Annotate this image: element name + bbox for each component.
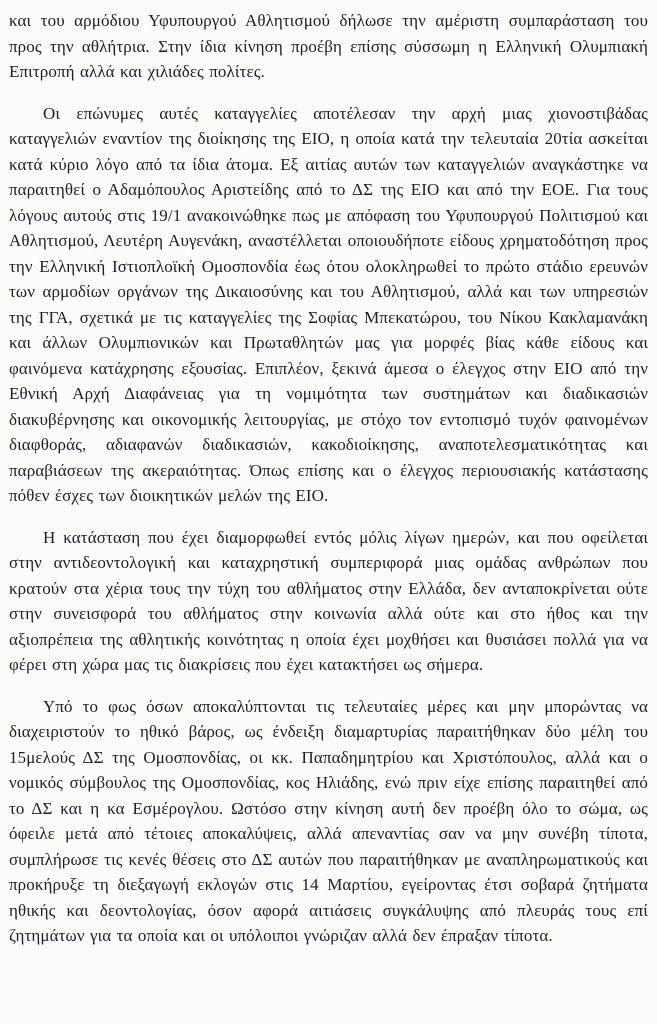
paragraph-continuation: και του αρμόδιου Υφυπουργού Αθλητισμού δήλωσε την αμέριστη συμπαράσταση του προς την αθλήτρια. Στην ίδια κίνηση προέβη επίσης σύσσωμη η Ελληνική Ολυμπιακή Επιτροπή αλλά και χιλιάδες πολίτες. <box>9 11 648 81</box>
paragraph: Η κατάσταση που έχει διαμορφωθεί εντός μόλις λίγων ημερών, και που οφείλεται στην αντιδεοντολογική και καταχρηστική συμπεριφορά μιας ομάδας ανθρώπων που κρατούν στα χέρια τους την τύχη του αθλήματος στην Ελλάδα, δεν ανταποκρίνεται ούτε στην συνεισφορά του αθλήματος στην κοινωνία αλλά ούτε και στο ήθος και την αξιοπρέπεια της αθλητικής κοινότητας η οποία έχει μοχθήσει και θυσιάσει πολλά για να φέρει στη χώρα μας τις διακρίσεις που έχει κατακτήσει ως σήμερα. <box>9 527 648 674</box>
paragraph: Οι επώνυμες αυτές καταγγελίες αποτέλεσαν την αρχή μιας χιονοστιβάδας καταγγελιών εναντίον της διοίκησης της ΕΙΟ, η οποία κατά την τελευταία 20τία ασκείται κατά κύριο λόγο από τα ίδια άτομα. Εξ αιτίας αυτών των καταγγελιών αναγκάστηκε να παραιτηθεί ο Αδαμόπουλος Αριστείδης από το ΔΣ της ΕΙΟ και από την ΕΟΕ. Για τους λόγους αυτούς στις 19/1 ανακοινώθηκε πως με απόφαση του Υφυπουργού Πολιτισμού και Αθλητισμού, Λευτέρη Αυγενάκη, αναστέλλεται οποιουδήποτε είδους χρηματοδότηση προς την Ελληνική Ιστιοπλοϊκή Ομοσπονδία έως ότου ολοκληρωθεί το πρώτο στάδιο ερευνών των αρμοδίων οργάνων της Δικαιοσύνης και του Αθλητισμού, αλλά και των υπηρεσιών της ΓΓΑ, σχετικά με τις καταγγελίες της Σοφίας Μπεκατώρου, του Νίκου Κακλαμανάκη και άλλων Ολυμπιονικών και Πρωταθλητών μας για μορφές βίας κάθε είδους και φαινόμενα κατάχρησης εξουσίας. Επιπλέον, ξεκινά άμεσα ο έλεγχος στην ΕΙΟ από την Εθνική Αρχή Διαφάνειας για τη νομιμότητα των συστημάτων και διαδικασιών διακυβέρνησης και οικονομικής λειτουργίας, με στόχο τον εντοπισμό τυχόν φαινομένων διαφθοράς, αδιαφανών διαδικασιών, κακοδιοίκησης, αναποτελεσματικότητας και παραβιάσεων της ακεραιότητας. Όπως επίσης και ο έλεγχος περιουσιακής κατάστασης πόθεν έσχες των διοικητικών μελών της ΕΙΟ. <box>9 103 648 505</box>
paragraph: Υπό το φως όσων αποκαλύπτονται τις τελευταίες μέρες και μην μπορώντας να διαχειριστούν το ηθικό βάρος, ως ένδειξη διαμαρτυρίας παραιτήθηκαν δύο μέλη του 15μελούς ΔΣ της Ομοσπονδίας, οι κκ. Παπαδημητρίου και Χριστόπουλος, αλλά και ο νομικός σύμβουλος της Ομοσπονδίας, κος Ηλιάδης, ενώ πριν είχε επίσης παραιτηθεί από το ΔΣ και η κα Εσμέρογλου. Ωστόσο στην κίνηση αυτή δεν προέβη όλο το σώμα, ως όφειλε μετά από τέτοιες αποκαλύψεις, αλλά απεναντίας σαν να μην συνέβη τίποτα, συμπλήρωσε τις κενές θέσεις στο ΔΣ αυτών που παραιτήθηκαν με αναπληρωματικούς και προκήρυξε τη διεξαγωγή εκλογών στις 14 Μαρτίου, εγείροντας έτσι σοβαρά ζητήματα ηθικής και δεοντολογίας, όσον αφορά αιτιάσεις συγκάλυψης από πλευράς τους επί ζητημάτων για τα οποία και οι υπόλοιποι γνώριζαν αλλά δεν έπραξαν τίποτα. <box>9 696 648 945</box>
